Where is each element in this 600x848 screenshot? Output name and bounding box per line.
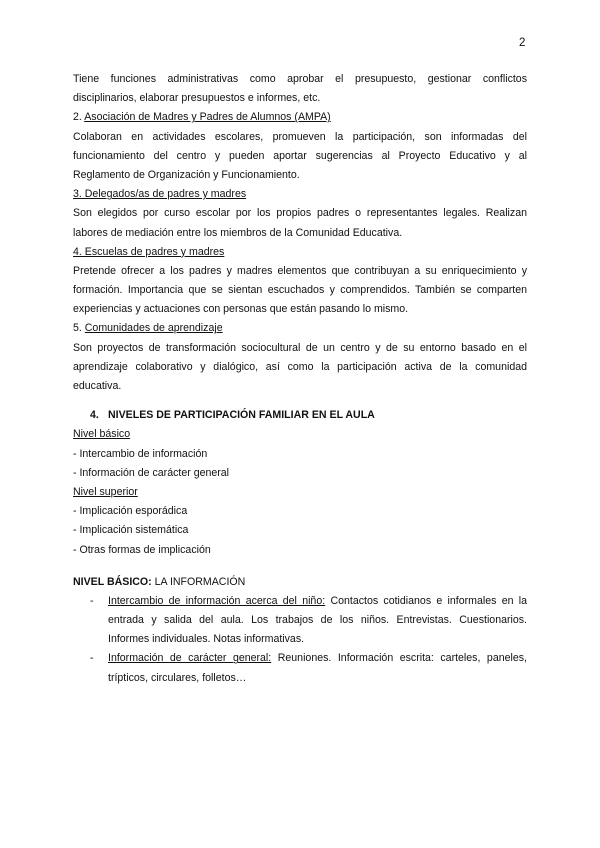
bullet-text: Contactos cotidianos e informales en la [325,594,527,607]
document-body [73,70,527,688]
text-line: funcionamiento del centro y pueden aportar sugerencias al Proyecto Educativo y al [73,149,527,162]
text-line: Reglamento de Organización y Funcionamiento. [73,168,300,181]
text-line [108,649,527,668]
admin-paragraph [73,70,527,108]
comunidades-heading [73,319,527,338]
text-line: trípticos, circulares, folletos… [108,671,247,684]
page-number: 2 [519,37,526,49]
list-item: - Intercambio de información [73,447,208,460]
text-line: entrada y salida del aula. Los trabajos de los niños. Entrevistas. Cuestionarios. [108,614,527,627]
section-4-title: NIVELES DE PARTICIPACIÓN FAMILIAR EN EL AULA [108,409,375,422]
text-line: Informes individuales. Notas informativas. [108,633,305,646]
bullet-item [73,592,527,650]
delegados-paragraph [73,204,527,242]
bullet-label: Intercambio de información acerca del niño: [108,594,326,607]
text-line: experiencias y actuaciones con personas que están pasando lo mismo. [73,303,409,316]
text-line [108,592,527,611]
bullet-text: Reuniones. Información escrita: carteles, paneles, [271,652,527,665]
list-item: - Información de carácter general [73,466,230,479]
ampa-title: Asociación de Madres y Padres de Alumnos (AMPA) [84,111,331,124]
section-4-heading [73,406,527,425]
nivel-basico-heading-bold: NIVEL BÁSICO: [73,575,152,588]
escuelas-paragraph [73,262,527,320]
text-line: Pretende ofrecer a los padres y madres elementos que contribuyan a su enriquecimiento y [73,264,527,277]
ampa-heading [73,108,527,127]
text-line: labores de mediación entre los miembros de la Comunidad Educativa. [73,226,403,239]
comunidades-title: Comunidades de aprendizaje [84,322,223,335]
list-item: - Implicación esporádica [73,505,188,518]
escuelas-heading: 4. Escuelas de padres y madres [73,245,225,258]
text-line: formación. Importancia que se sientan escuchados y comprendidos. También se comparten [73,284,527,297]
bullet-label: Información de carácter general: [108,652,272,665]
text-line: Colaboran en actividades escolares, promueven la participación, son informadas del [73,130,527,143]
section-4-number: 4. [90,409,99,422]
text-line: Son proyectos de transformación sociocultural de un centro y de su entorno basado en el [73,341,527,354]
bullet-item [73,649,527,687]
ampa-paragraph [73,128,527,186]
comunidades-number: 5. [73,322,85,335]
comunidades-paragraph [73,339,527,397]
delegados-heading: 3. Delegados/as de padres y madres [73,188,247,201]
text-line: educativa. [73,380,122,392]
list-item: - Otras formas de implicación [73,543,211,556]
bullet-dash: - [90,652,94,665]
nivel-superior-label: Nivel superior [73,485,138,498]
bullet-dash: - [90,594,94,607]
nivel-basico-heading-rest: LA INFORMACIÓN [151,575,246,588]
text-line: aprendizaje colaborativo y dialógico, así como la participación activa de la comunidad [73,360,527,373]
nivel-basico-label: Nivel básico [73,428,131,441]
text-line: disciplinarios, elaborar presupuestos e informes, etc. [73,92,321,105]
ampa-number: 2. [73,111,85,124]
text-line: Son elegidos por curso escolar por los propios padres o representantes legales. Realizan [73,207,527,220]
text-line: Tiene funciones administrativas como aprobar el presupuesto, gestionar conflictos [73,73,527,85]
nivel-basico-heading [73,573,527,592]
list-item: - Implicación sistemática [73,524,189,537]
